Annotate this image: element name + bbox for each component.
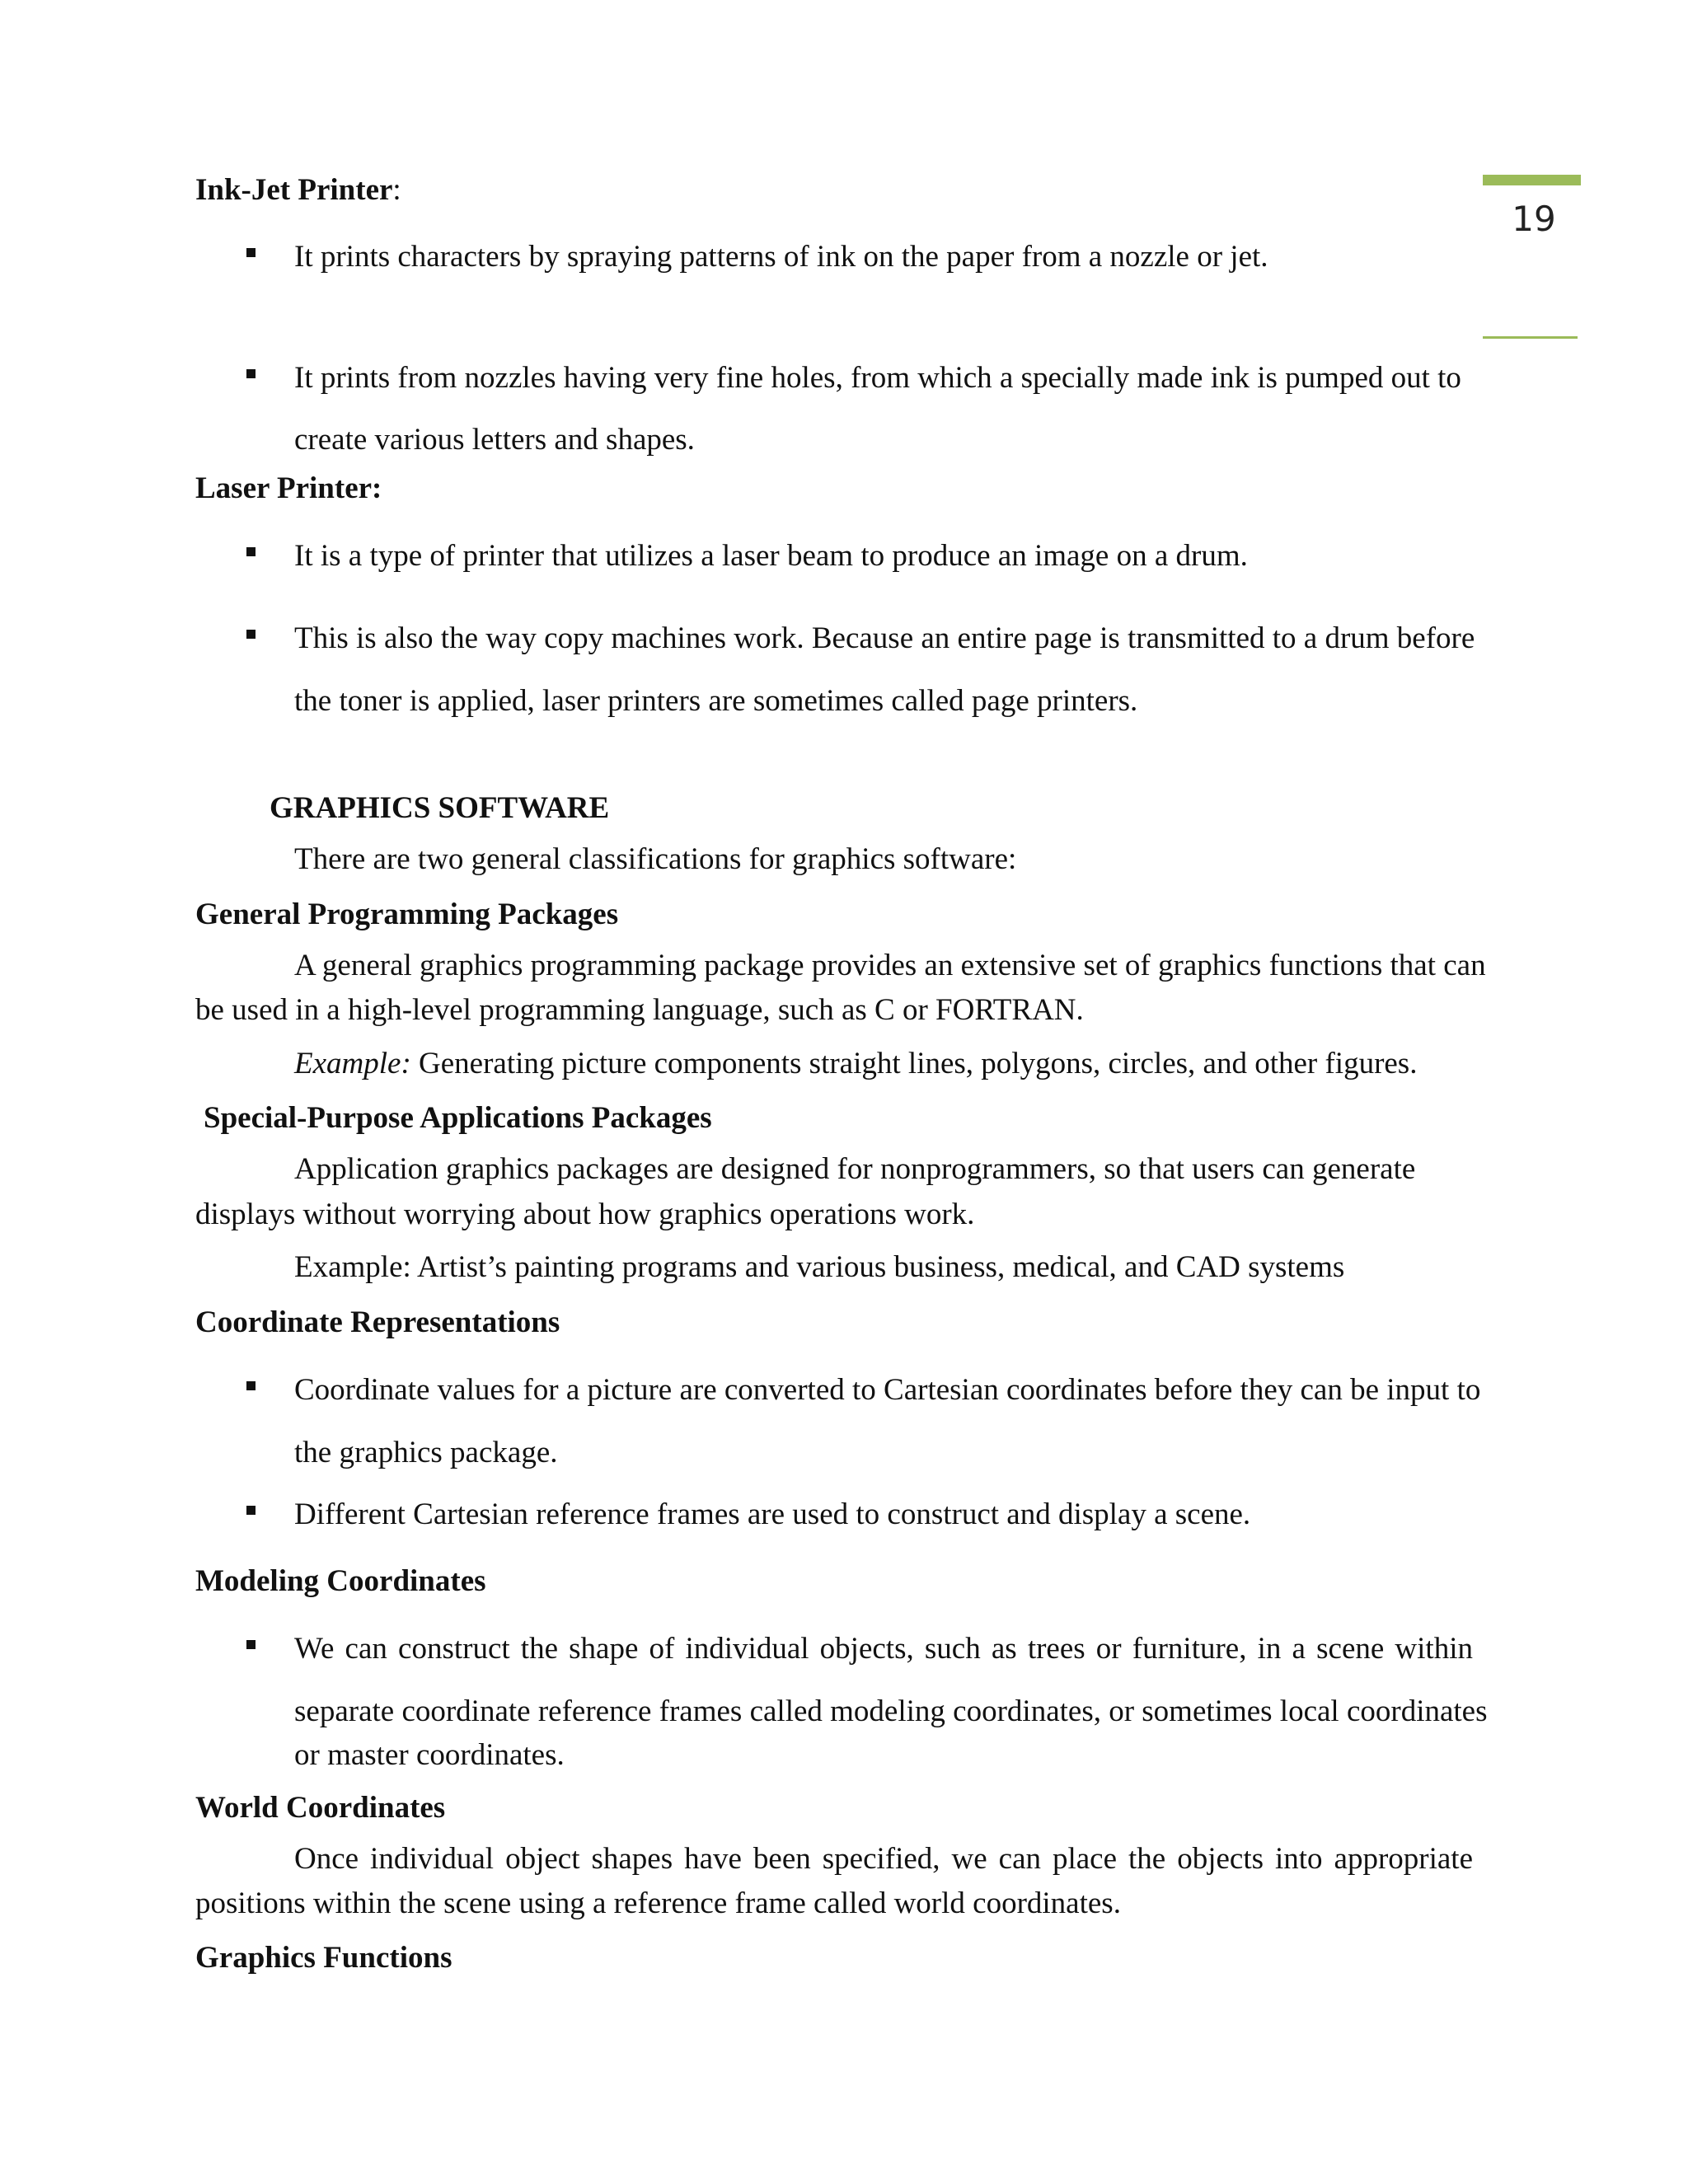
coordinate-repr-bullet-2: Different Cartesian reference frames are used to construct and display a scene. [294,1497,1251,1531]
example-text: Generating picture components straight lines, polygons, circles, and other figures. [410,1047,1418,1080]
general-packages-para-line-2: be used in a high-level programming language, such as C or FORTRAN. [195,993,1084,1027]
special-packages-para-line-1: Application graphics packages are designed for nonprogrammers, so that users can generate [294,1152,1416,1186]
page-number-bar [1483,175,1581,185]
bullet-icon [246,1381,256,1390]
bullet-icon [246,630,256,639]
inkjet-heading-text: Ink-Jet Printer [195,173,393,207]
page-number-underline [1483,336,1578,339]
graphics-software-intro: There are two general classifications for graphics software: [294,842,1017,876]
graphics-functions-heading: Graphics Functions [195,1941,452,1975]
coordinate-repr-bullet-1-line-2: the graphics package. [294,1436,558,1469]
modeling-bullet-line-2: separate coordinate reference frames called modeling coordinates, or sometimes local coordinates [294,1694,1488,1728]
inkjet-bullet-2-line-1: It prints from nozzles having very fine holes, from which a specially made ink is pumped out to [294,361,1461,395]
modeling-heading: Modeling Coordinates [195,1564,486,1598]
inkjet-bullet-1: It prints characters by spraying patterns of ink on the paper from a nozzle or jet. [294,240,1268,274]
general-packages-heading: General Programming Packages [195,898,619,931]
modeling-bullet-line-3: or master coordinates. [294,1738,565,1772]
laser-bullet-2-line-2: the toner is applied, laser printers are sometimes called page printers. [294,684,1138,718]
laser-bullet-1: It is a type of printer that utilizes a laser beam to produce an image on a drum. [294,539,1248,573]
modeling-bullet-line-1: We can construct the shape of individual objects, such as trees or furniture, in a scene within [294,1632,1473,1666]
bullet-icon [246,248,256,257]
general-packages-example [294,1048,1417,1079]
inkjet-bullet-2-line-2: create various letters and shapes. [294,423,695,457]
bullet-icon [246,1640,256,1649]
inkjet-heading [195,175,401,205]
coordinate-repr-bullet-1-line-1: Coordinate values for a picture are converted to Cartesian coordinates before they can be input to [294,1373,1481,1407]
bullet-icon [246,547,256,556]
coordinate-repr-heading: Coordinate Representations [195,1305,560,1339]
special-packages-para-line-2: displays without worrying about how graphics operations work. [195,1197,975,1231]
world-para-line-1: Once individual object shapes have been specified, we can place the objects into appropriate [294,1842,1473,1876]
special-packages-heading: Special-Purpose Applications Packages [204,1101,712,1135]
bullet-icon [246,1506,256,1515]
inkjet-heading-colon: : [392,173,401,207]
page-number: 19 [1512,199,1556,239]
general-packages-para-line-1: A general graphics programming package provides an extensive set of graphics functions that can [294,949,1486,982]
laser-heading: Laser Printer: [195,471,382,505]
bullet-icon [246,369,256,378]
special-packages-example: Example: Artist’s painting programs and various business, medical, and CAD systems [294,1250,1345,1284]
example-label: Example: [294,1047,411,1080]
graphics-software-heading: GRAPHICS SOFTWARE [270,791,610,825]
world-para-line-2: positions within the scene using a reference frame called world coordinates. [195,1886,1121,1920]
laser-bullet-2-line-1: This is also the way copy machines work. Because an entire page is transmitted to a drum before [294,621,1475,655]
world-heading: World Coordinates [195,1791,446,1825]
